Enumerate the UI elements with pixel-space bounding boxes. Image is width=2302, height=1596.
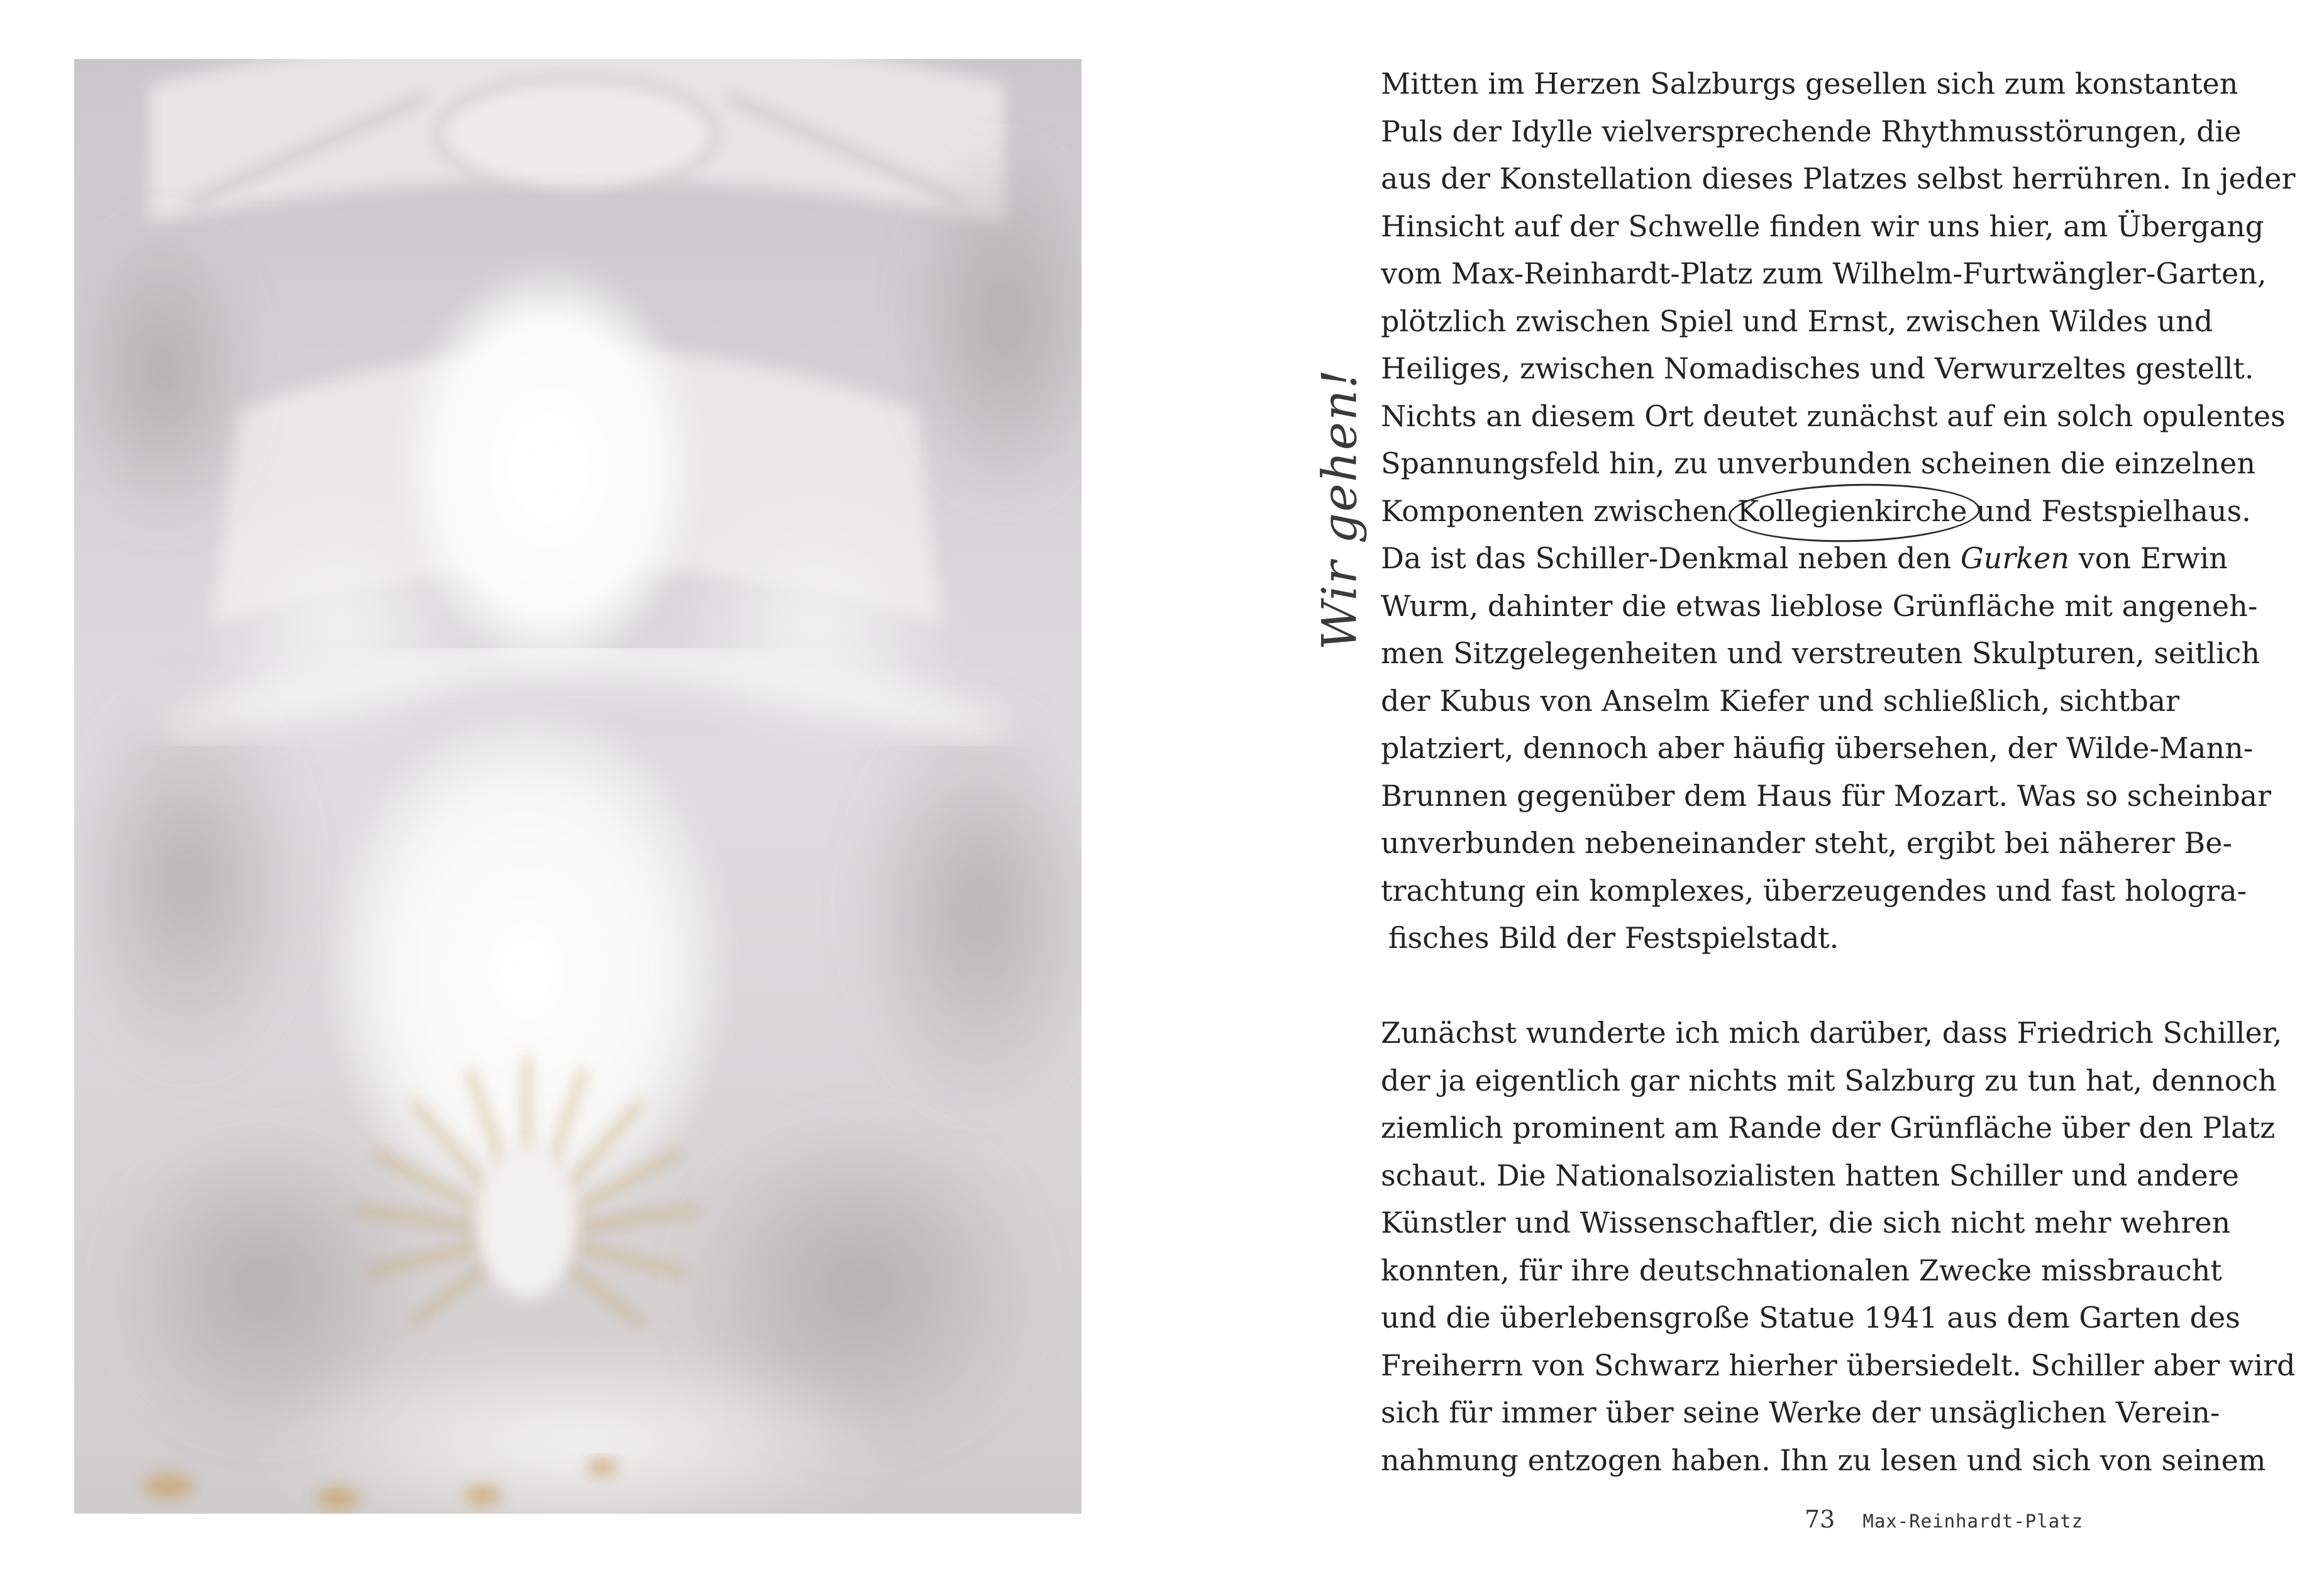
text-line: Puls der Idylle vielversprechende Rhythmusstörungen, die bbox=[1381, 114, 2242, 148]
text-line: Brunnen gegenüber dem Haus für Mozart. Was so scheinbar bbox=[1381, 778, 2272, 813]
text-line: sich für immer über seine Werke der unsäglichen Verein- bbox=[1381, 1395, 2220, 1429]
text-line: schaut. Die Nationalsozialisten hatten Schiller und andere bbox=[1381, 1158, 2239, 1192]
italic-word-gurken: Gurken bbox=[1960, 541, 2070, 575]
text-line: trachtung ein komplexes, überzeugendes und fast hologra- bbox=[1381, 873, 2247, 908]
text-line: Mitten im Herzen Salzburgs gesellen sich zum konstanten bbox=[1381, 67, 2238, 101]
handwritten-margin-note bbox=[1311, 327, 1368, 691]
text-line: aus der Konstellation dieses Platzes selbst herrühren. In jeder bbox=[1381, 162, 2296, 195]
text-line: konnten, für ihre deutschnationalen Zwecke missbraucht bbox=[1381, 1253, 2222, 1287]
text-line: vom Max-Reinhardt-Platz zum Wilhelm-Furtwängler-Garten, bbox=[1381, 256, 2267, 290]
text-line: Da ist das Schiller-Denkmal neben den Gurken von Erwin bbox=[1381, 541, 2228, 575]
page-footer bbox=[1805, 1505, 2083, 1533]
body-text bbox=[1381, 60, 2296, 1484]
text-line: Freiherrn von Schwarz hierher übersiedelt. Schiller aber wird bbox=[1381, 1348, 2296, 1382]
text-line: der ja eigentlich gar nichts mit Salzburg zu tun hat, dennoch bbox=[1381, 1063, 2277, 1098]
margin-note-text: Wir gehen! bbox=[1311, 368, 1368, 651]
circled-word-kollegienkirche: Kollegienkirche bbox=[1737, 488, 1967, 536]
paragraph-1 bbox=[1381, 60, 2296, 962]
text-line: platziert, dennoch aber häufig übersehen, der Wilde-Mann- bbox=[1381, 731, 2254, 765]
church-ceiling-image bbox=[74, 59, 1082, 1514]
text-line: unverbunden nebeneinander steht, ergibt bei näherer Be- bbox=[1381, 826, 2232, 860]
text-line: men Sitzgelegenheiten und verstreuten Skulpturen, seitlich bbox=[1381, 636, 2260, 670]
text-line: fisches Bild der Festspielstadt. bbox=[1388, 921, 1839, 955]
text-line: Zunächst wunderte ich mich darüber, dass Friedrich Schiller, bbox=[1381, 1016, 2283, 1050]
text-line: der Kubus von Anselm Kiefer und schließlich, sichtbar bbox=[1381, 683, 2180, 718]
text-line: plötzlich zwischen Spiel und Ernst, zwischen Wildes und bbox=[1381, 304, 2213, 338]
text-line: Komponenten zwischen Kollegienkirche und Festspielhaus. bbox=[1381, 488, 2267, 536]
text-line: Wurm, dahinter die etwas lieblose Grünfläche mit angeneh- bbox=[1381, 588, 2258, 623]
text-line: Hinsicht auf der Schwelle finden wir uns hier, am Übergang bbox=[1381, 209, 2264, 243]
running-title: Max-Reinhardt-Platz bbox=[1862, 1511, 2084, 1532]
text-line: und die überlebensgroße Statue 1941 aus dem Garten des bbox=[1381, 1301, 2240, 1335]
paragraph-2 bbox=[1381, 1010, 2296, 1484]
text-line: Nichts an diesem Ort deutet zunächst auf ein solch opulentes bbox=[1381, 399, 2286, 433]
church-ceiling-photo bbox=[74, 59, 1082, 1514]
page-number: 73 bbox=[1805, 1505, 1835, 1533]
text-line: nahmung entzogen haben. Ihn zu lesen und sich von seinem bbox=[1381, 1443, 2266, 1477]
text-line: ziemlich prominent am Rande der Grünfläche über den Platz bbox=[1381, 1111, 2276, 1145]
text-line: Spannungsfeld hin, zu unverbunden scheinen die einzelnen bbox=[1381, 446, 2255, 480]
text-line: Heiliges, zwischen Nomadisches und Verwurzeltes gestellt. bbox=[1381, 351, 2254, 385]
text-line: Künstler und Wissenschaftler, die sich nicht mehr wehren bbox=[1381, 1206, 2231, 1240]
